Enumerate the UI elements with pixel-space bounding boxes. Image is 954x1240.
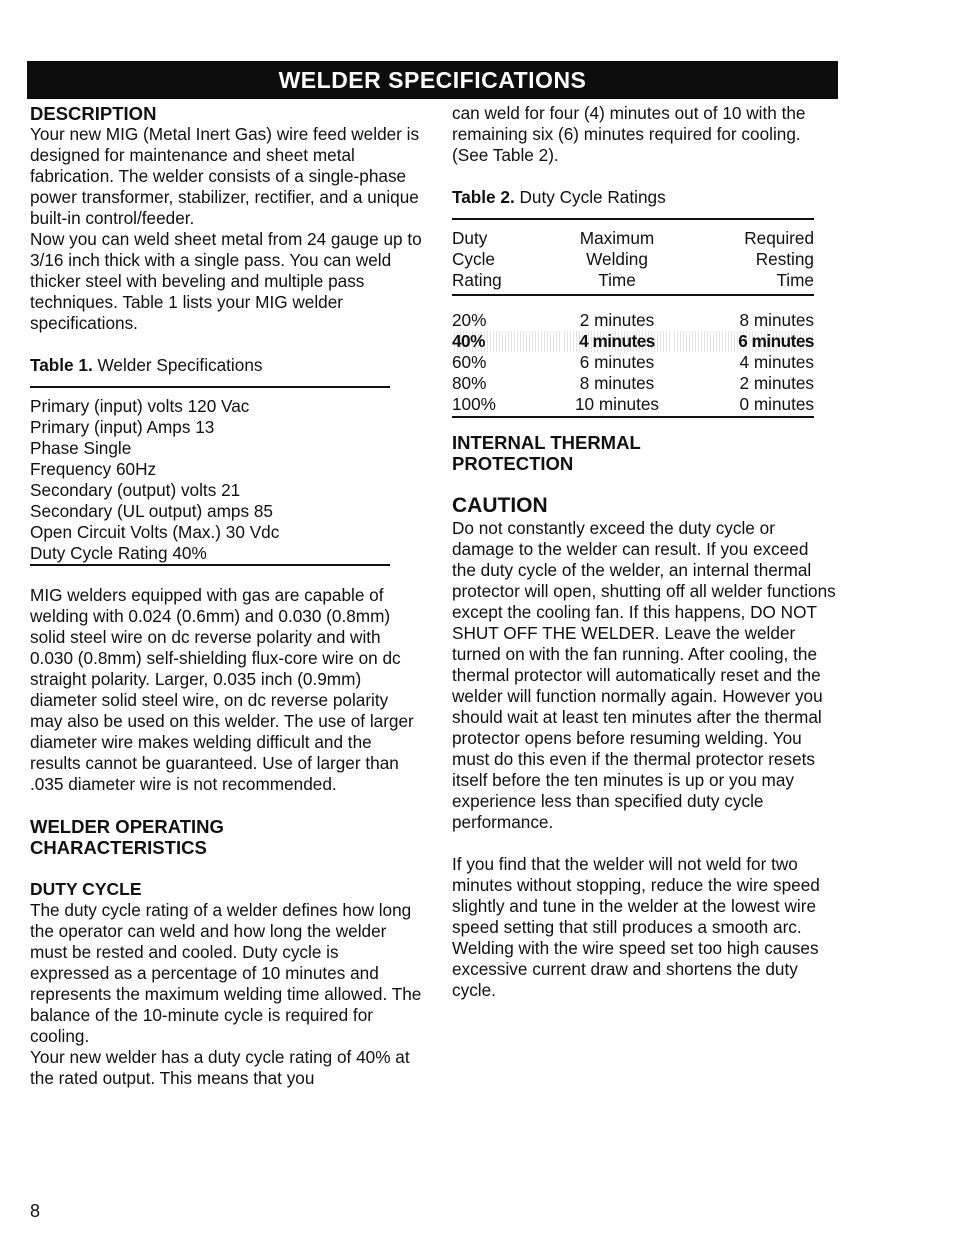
duty-cycle-heading: DUTY CYCLE (30, 879, 142, 899)
table-header-row (452, 270, 814, 295)
duty-paragraph-1: The duty cycle rating of a welder defines how long the operator can weld and how long the welder must be rested and cooled. Duty cycle is expressed as a percentage of 10 minutes and represents the maximum welding time allowed. The balance of the 10-minute cycle is required for cooling. (30, 900, 422, 1046)
spec-list (30, 396, 422, 564)
table-cell: 100% (452, 394, 562, 417)
header-cell: Required (744, 228, 814, 248)
header-cell: Resting (755, 249, 814, 269)
table-cell: 10 minutes (562, 394, 672, 417)
description-paragraph-1: Your new MIG (Metal Inert Gas) wire feed welder is designed for maintenance and sheet metal fabrication. The welder consists of a single-phase power transformer, stabilizer, rectifier, and a unique built-in control/feeder. (30, 124, 420, 228)
table-cell: 8 minutes (739, 310, 814, 330)
header-cell: Welding (586, 249, 648, 269)
table-cell: 6 minutes (579, 352, 655, 372)
caution-heading: CAUTION (452, 494, 548, 517)
description-paragraph-2: Now you can weld sheet metal from 24 gauge up to 3/16 inch thick with a single pass. You can weld thicker steel with beveling and multiple pass techniques. Table 1 lists your MIG welder specifications. (30, 229, 422, 333)
header-cell: Time (672, 270, 814, 295)
header-cell: Rating (452, 270, 562, 295)
table-cell: 80% (452, 373, 487, 393)
spec-item: Frequency 60Hz (30, 459, 157, 479)
left-column (30, 103, 422, 1089)
table-cell: 40% (452, 331, 562, 352)
page-number: 8 (30, 1201, 41, 1221)
thermal-heading-line-1: INTERNAL THERMAL (452, 432, 641, 453)
table-row (452, 295, 814, 331)
table-cell: 2 minutes (579, 310, 655, 330)
table1-title: Welder Specifications (97, 355, 263, 375)
table-row (452, 352, 814, 373)
spec-item: Duty Cycle Rating 40% (30, 543, 207, 563)
duty-paragraph-2: Your new welder has a duty cycle rating of 40% at the rated output. This means that you (30, 1047, 410, 1088)
section-banner: WELDER SPECIFICATIONS (27, 61, 838, 99)
header-cell: Maximum (579, 228, 655, 248)
duty-cycle-table (452, 228, 814, 418)
right-column (452, 103, 837, 1001)
spec-item: Phase Single (30, 438, 132, 458)
spec-item: Open Circuit Volts (Max.) 30 Vdc (30, 522, 280, 542)
mig-paragraph: MIG welders equipped with gas are capable of welding with 0.024 (0.6mm) and 0.030 (0.8mm) solid steel wire on dc reverse polarity and with 0.030 (0.8mm) self-shielding flux-core wire on dc straight polarity. Larger, 0.035 inch (0.9mm) diameter solid steel wire, on dc reverse polarity may also be used on this welder. The use of larger diameter wire makes welding difficult and the results cannot be guaranteed. Use of larger than .035 diameter wire is not recommended. (30, 585, 414, 794)
spec-item: Secondary (UL output) amps 85 (30, 501, 273, 521)
table1-label: Table 1. (30, 355, 93, 375)
table2-caption (452, 187, 837, 208)
spec-item: Primary (input) volts 120 Vac (30, 396, 250, 416)
table-cell: 6 minutes (672, 331, 814, 352)
operating-heading-line-1: WELDER OPERATING (30, 816, 224, 837)
table-cell: 8 minutes (579, 373, 655, 393)
table-row (452, 373, 814, 394)
header-cell: Time (562, 270, 672, 295)
spec-item: Primary (input) Amps 13 (30, 417, 215, 437)
table2-title: Duty Cycle Ratings (519, 187, 666, 207)
caution-paragraph-2: If you find that the welder will not weld for two minutes without stopping, reduce the wire speed slightly and tune in the welder at the lowest wire speed setting that still produces a smooth arc. Welding with the wire speed set too high causes excessive current draw and shortens the duty cycle. (452, 854, 820, 1000)
table2-label: Table 2. (452, 187, 515, 207)
table-cell: 4 minutes (562, 331, 672, 352)
caution-paragraph-1: Do not constantly exceed the duty cycle or damage to the welder can result. If you exceed the duty cycle of the welder, an internal thermal protector will open, shutting off all welder functions except the cooling fan. If this happens, DO NOT SHUT OFF THE WELDER. Leave the welder turned on with the fan running. After cooling, the thermal protector will automatically reset and the welder will function normally again. However you should wait at least ten minutes after the thermal protector opens before resuming welding. You must do this even if the thermal protector resets itself before the ten minutes is up or you may experience less than specified duty cycle performance. (452, 518, 836, 832)
table-row (452, 331, 814, 352)
table1-caption (30, 355, 422, 376)
continuation-paragraph: can weld for four (4) minutes out of 10 with the remaining six (6) minutes required for cooling. (See Table 2). (452, 103, 806, 165)
thermal-heading-line-2: PROTECTION (452, 453, 574, 474)
table-cell: 4 minutes (739, 352, 814, 372)
table-cell: 60% (452, 352, 487, 372)
header-cell: Cycle (452, 249, 495, 269)
table-header-row (452, 249, 814, 270)
spec-item: Secondary (output) volts 21 (30, 480, 241, 500)
description-heading: DESCRIPTION (30, 103, 157, 124)
table-row (452, 394, 814, 417)
header-cell: Duty (452, 228, 488, 248)
table-cell: 2 minutes (739, 373, 814, 393)
table-cell: 20% (452, 310, 487, 330)
table-cell: 0 minutes (672, 394, 814, 417)
table-header-row (452, 228, 814, 249)
operating-heading-line-2: CHARACTERISTICS (30, 837, 207, 858)
